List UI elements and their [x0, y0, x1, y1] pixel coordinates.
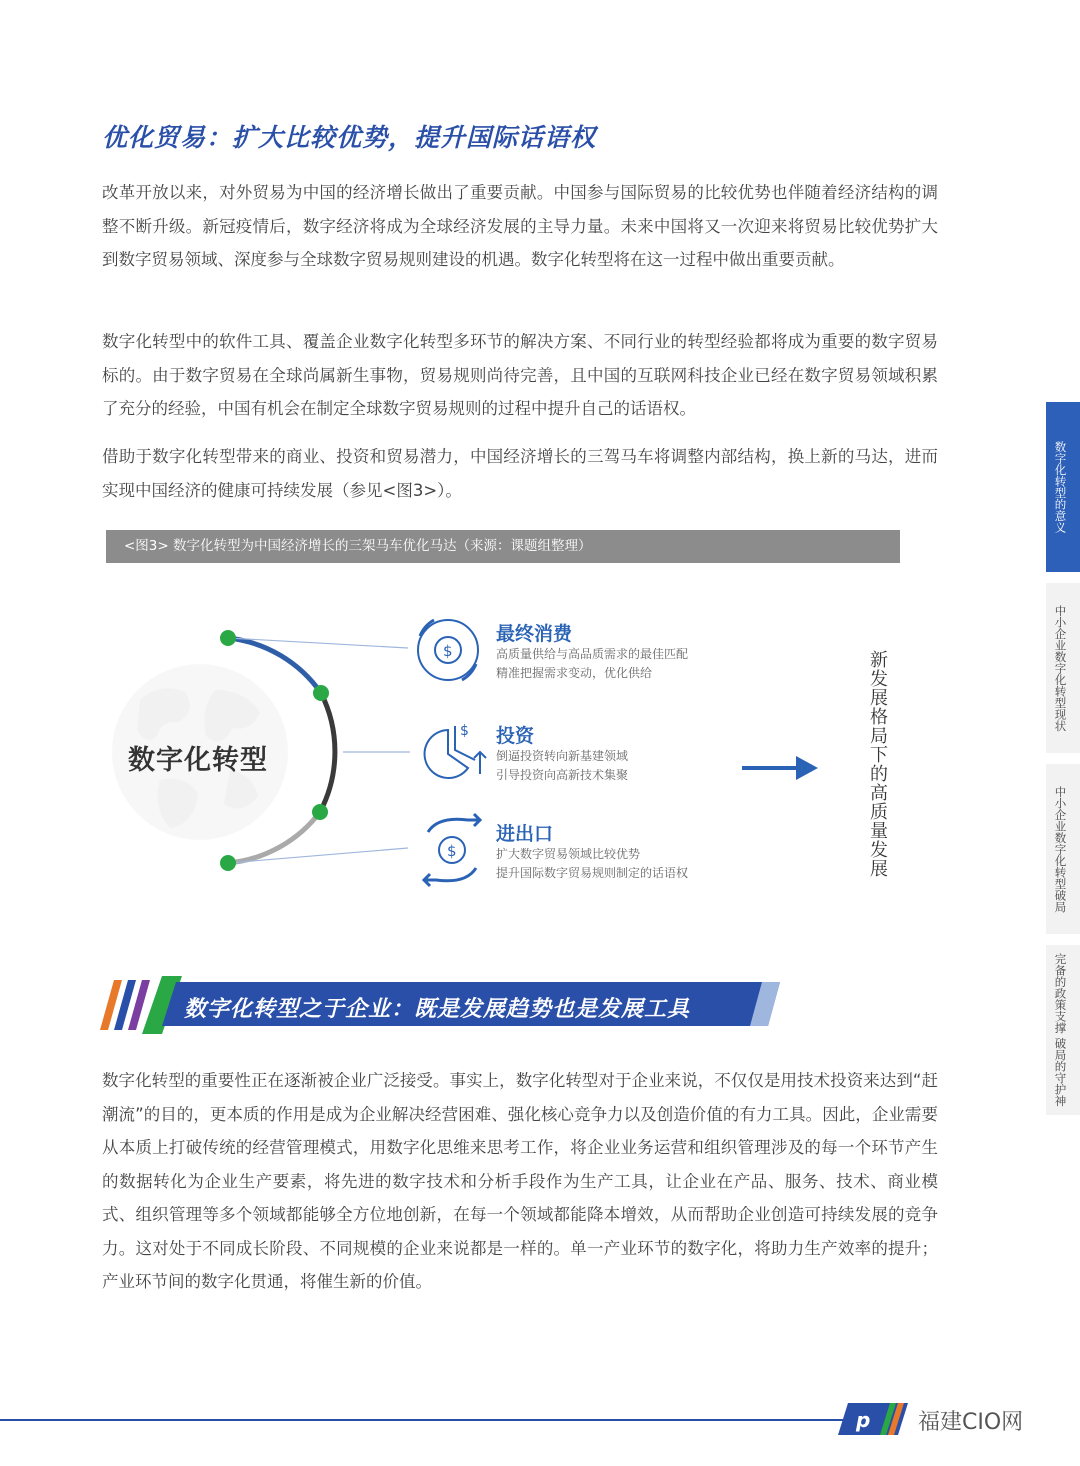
- svg-text:$: $: [460, 723, 469, 739]
- node-dot: [312, 804, 328, 820]
- node-dot: [220, 855, 236, 871]
- center-label: 数字化转型: [128, 745, 268, 776]
- consumption-cycle-dollar-icon: [418, 620, 478, 680]
- node-dot: [313, 685, 329, 701]
- side-tab-policy[interactable]: 完备的政策支撑 破局的守护神: [1046, 945, 1080, 1115]
- paragraph: 数字化转型中的软件工具、覆盖企业数字化转型多环节的解决方案、不同行业的转型经验都将成为重要的数字贸易标的。由于数字贸易在全球尚属新生事物，贸易规则尚待完善，且中国的互联网科技企业已经在数字贸易领域积累了充分的经验，中国有机会在制定全球数字贸易规则的过程中提升自己的话语权。: [102, 332, 938, 418]
- paragraph: 借助于数字化转型带来的商业、投资和贸易潜力，中国经济增长的三驾马车将调整内部结构，换上新的马达，进而实现中国经济的健康可持续发展（参见<图3>）。: [102, 447, 938, 500]
- result-label: 新发展格局下的高质量发展: [867, 650, 888, 878]
- watermark: 福建CIO网: [918, 1410, 1024, 1435]
- item-title-consumption: 最终消费: [496, 623, 573, 645]
- footer-rule: [0, 1419, 860, 1421]
- paragraph: 改革开放以来，对外贸易为中国的经济增长做出了重要贡献。中国参与国际贸易的比较优势也伴随着经济结构的调整不断升级。新冠疫情后，数字经济将成为全球经济发展的主导力量。未来中国将又一次迎来将贸易比较优势扩大到数字贸易领域、深度参与全球数字贸易规则建设的机遇。数字化转型将在这一过程中做出重要贡献。: [102, 183, 938, 269]
- investment-pie-chart-icon: [425, 723, 486, 778]
- item-title-trade: 进出口: [496, 823, 554, 845]
- item-desc: 扩大数字贸易领域比较优势: [496, 847, 641, 861]
- page-marker: p: [856, 1408, 871, 1432]
- side-tab-breakthrough[interactable]: 中小企业数字化转型破局: [1046, 764, 1080, 934]
- figure-caption: <图3> 数字化转型为中国经济增长的三架马车优化马达（来源：课题组整理）: [106, 530, 900, 563]
- node-dot: [220, 630, 236, 646]
- section-title: 数字化转型之于企业：既是发展趋势也是发展工具: [184, 997, 691, 1022]
- right-arrow-icon: [742, 756, 818, 780]
- side-tab-significance[interactable]: 数字化转型的意义: [1046, 402, 1080, 572]
- svg-text:$: $: [443, 642, 453, 660]
- item-desc: 提升国际数字贸易规则制定的话语权: [496, 866, 689, 880]
- item-desc: 高质量供给与高品质需求的最佳匹配: [496, 647, 689, 661]
- item-title-investment: 投资: [496, 725, 535, 747]
- svg-text:$: $: [447, 842, 457, 860]
- trade-exchange-dollar-icon: [424, 814, 480, 886]
- page-badge: [838, 1403, 908, 1435]
- item-desc: 引导投资向高新技术集聚: [496, 768, 629, 782]
- side-tab-status[interactable]: 中小企业数字化转型现状: [1046, 583, 1080, 753]
- section-title: 优化贸易：扩大比较优势，提升国际话语权: [102, 123, 597, 152]
- item-desc: 精准把握需求变动，优化供给: [496, 666, 653, 680]
- item-desc: 倒逼投资转向新基建领域: [496, 749, 629, 763]
- paragraph: 数字化转型的重要性正在逐渐被企业广泛接受。事实上，数字化转型对于企业来说，不仅仅是用技术投资来达到“赶潮流”的目的，更本质的作用是成为企业解决经营困难、强化核心竞争力以及创造价值的有力工具。因此，企业需要从本质上打破传统的经营管理模式，用数字化思维来思考工作，将企业业务运营和组织管理涉及的每一个环节产生的数据转化为企业生产要素，将先进的数字技术和分析手段作为生产工具，让企业在产品、服务、技术、商业模式、组织管理等多个领域都能够全方位地创新，在每一个领域都能降本增效，从而帮助企业创造可持续发展的竞争力。这对处于不同成长阶段、不同规模的企业来说都是一样的。单一产业环节的数字化，将助力生产效率的提升；产业环节间的数字化贯通，将催生新的价值。: [102, 1071, 938, 1291]
